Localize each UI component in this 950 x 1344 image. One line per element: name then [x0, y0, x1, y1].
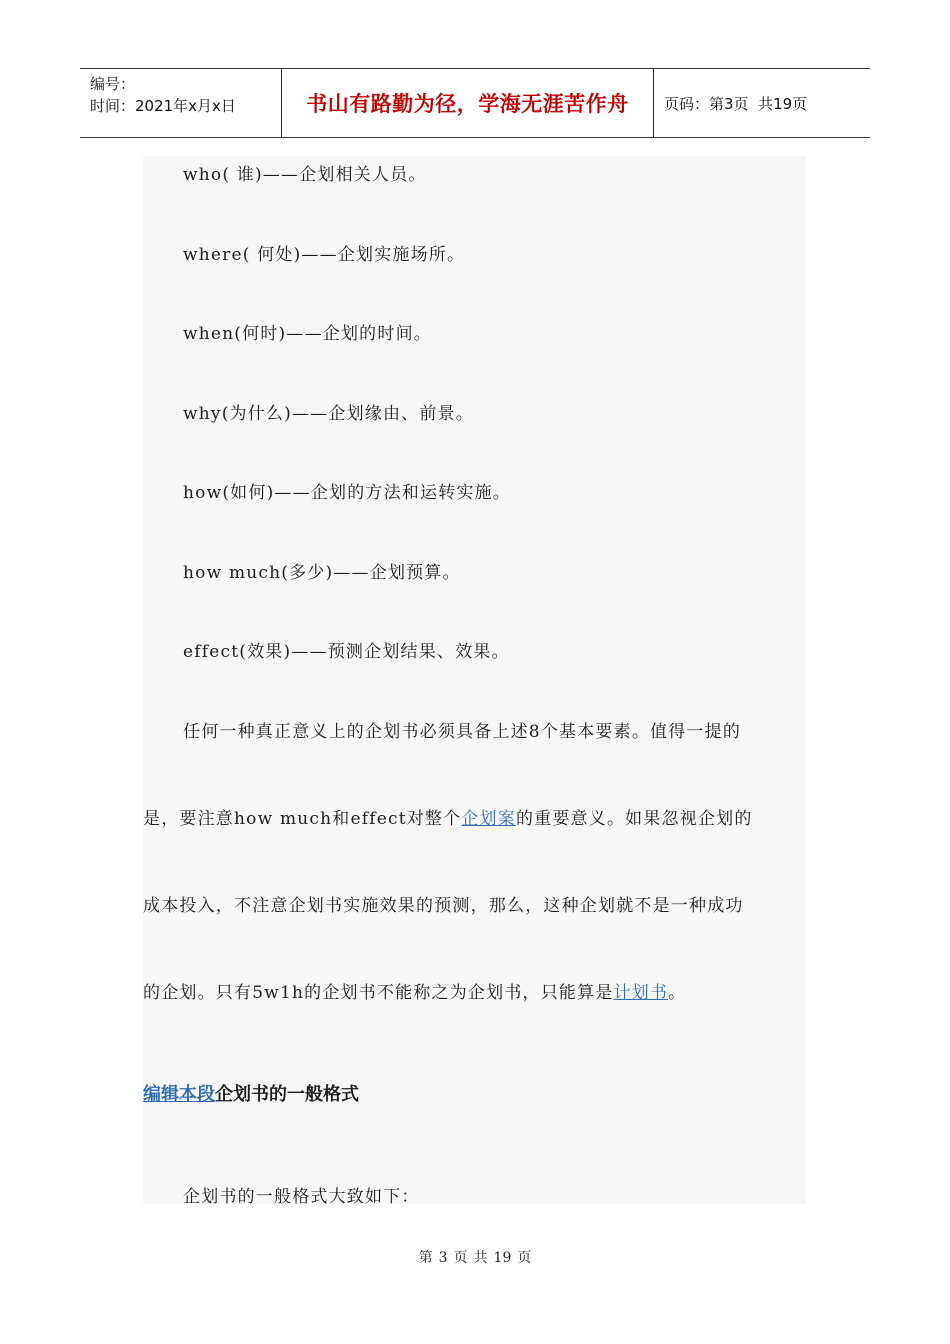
page-footer: [0, 1247, 950, 1267]
footer-di: 第: [418, 1250, 433, 1266]
page-header: [80, 68, 870, 138]
paragraph-line-3: 成本投入，不注意企划书实施效果的预测，那么，这种企划就不是一种成功: [143, 896, 744, 916]
list-item: where( 何处)——企划实施场所。: [183, 245, 466, 265]
header-number-label: 编号：: [90, 75, 136, 93]
footer-ye2: 页: [517, 1250, 532, 1266]
section-title: 企划书的一般格式: [215, 1084, 359, 1105]
list-item: effect(效果)——预测企划结果、效果。: [183, 642, 510, 662]
header-motto: 书山有路勤为径，学海无涯苦作舟: [306, 91, 629, 116]
section-heading: [143, 1080, 359, 1106]
paragraph-text: 的企划。只有5w1h的企划书不能称之为企划书，只能算是: [143, 983, 614, 1003]
edit-section-link[interactable]: 编辑本段: [143, 1084, 215, 1105]
paragraph-line-1: 任何一种真正意义上的企划书必须具备上述8个基本要素。值得一提的: [183, 722, 742, 742]
format-intro: 企划书的一般格式大致如下：: [183, 1187, 420, 1207]
paragraph-text: 的重要意义。如果忽视企划的: [515, 809, 753, 829]
content-area: [143, 156, 806, 1207]
header-page-info: 页码：第3页 共19页: [664, 94, 808, 113]
header-motto-cell: [282, 69, 654, 137]
list-item: when(何时)——企划的时间。: [183, 324, 432, 344]
plan-book-link[interactable]: 计划书: [613, 983, 669, 1003]
paragraph-line-2: [143, 804, 806, 829]
list-item: how(如何)——企划的方法和运转实施。: [183, 483, 511, 503]
paragraph-text: 是，要注意how much和effect对整个: [143, 809, 462, 829]
header-time-label: 时间：2021年x月x日: [90, 97, 236, 115]
footer-gong: 共: [473, 1250, 488, 1266]
footer-page-number: 3: [438, 1250, 448, 1266]
footer-ye: 页: [453, 1250, 468, 1266]
paragraph-line-4: [143, 978, 806, 1003]
planning-case-link[interactable]: 企划案: [461, 809, 516, 829]
list-item: how much(多少)——企划预算。: [183, 563, 461, 583]
paragraph-text: 。: [668, 983, 687, 1003]
header-meta: [80, 69, 282, 137]
list-item: why(为什么)——企划缘由、前景。: [183, 404, 474, 424]
list-item: who( 谁)——企划相关人员。: [183, 165, 427, 185]
footer-total-pages: 19: [493, 1250, 512, 1266]
